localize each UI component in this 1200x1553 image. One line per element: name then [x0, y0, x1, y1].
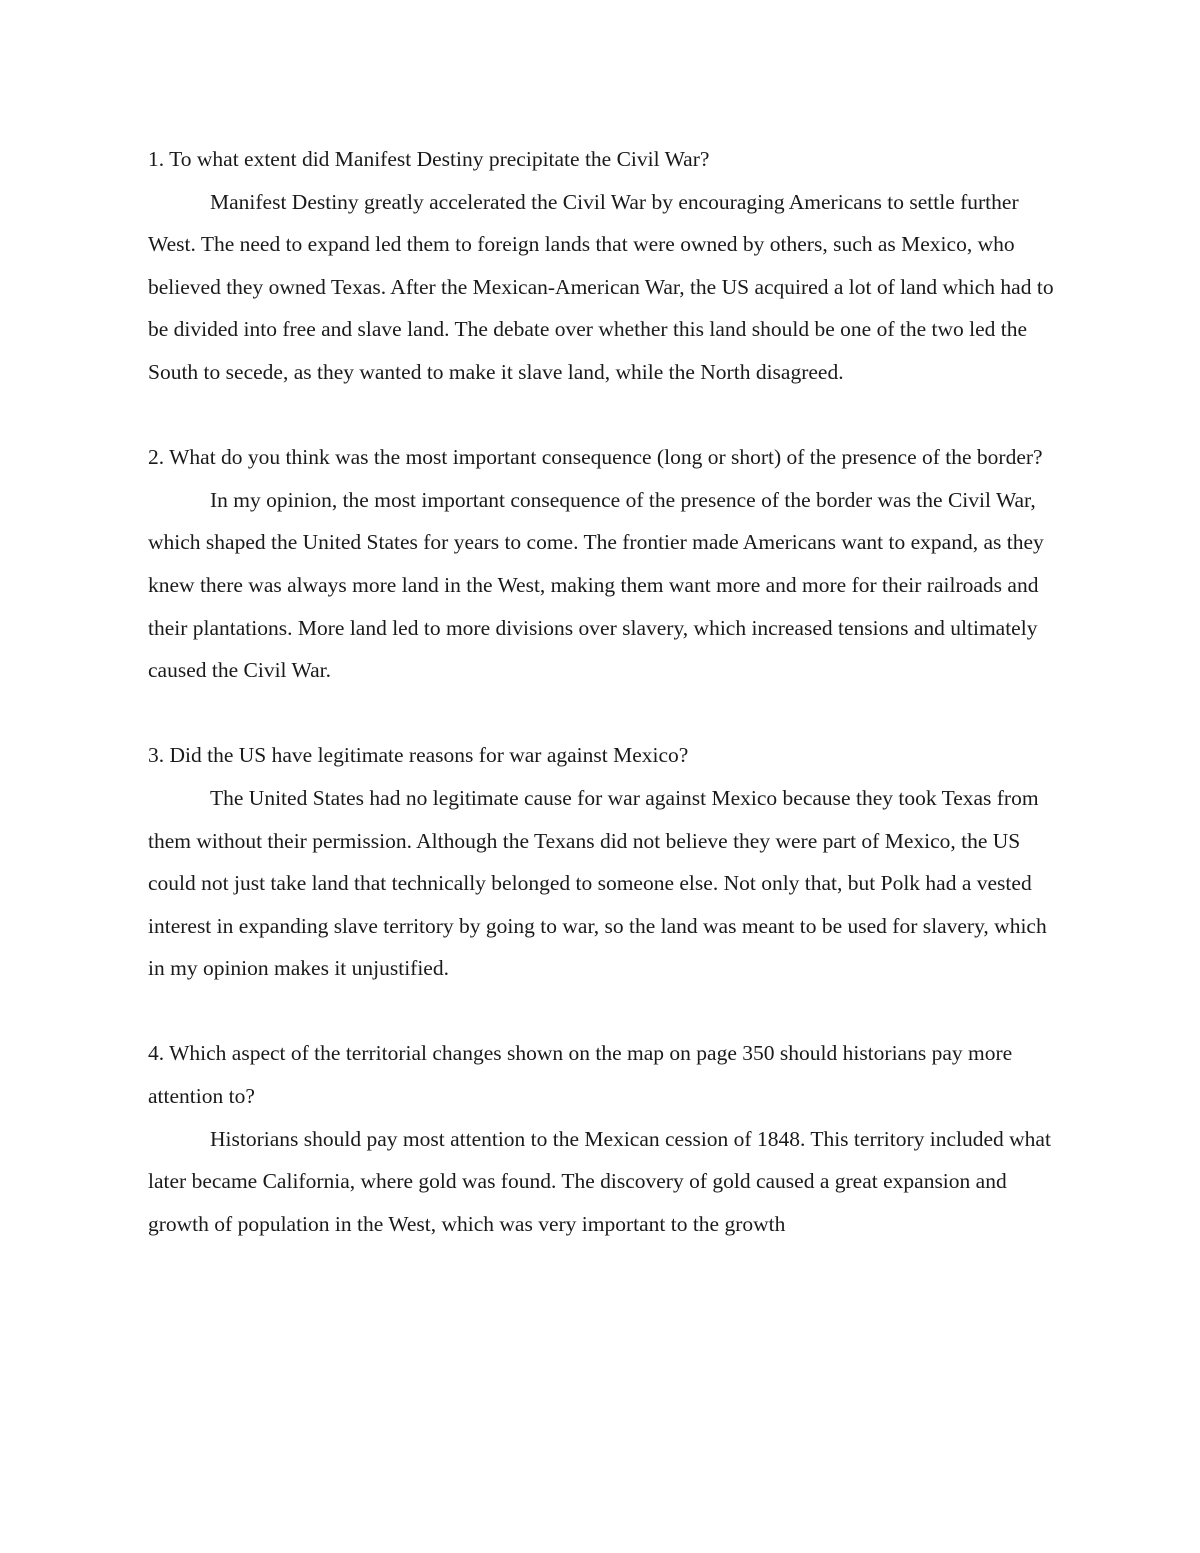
question-3: 3. Did the US have legitimate reasons for war against Mexico? — [148, 743, 689, 768]
answer-2: In my opinion, the most important consequence of the presence of the border was the Civil War, which shaped the United States for years to come. The frontier made Americans want to expand, as they knew there was always more land in the West, making them want more and more for their railroads and their plantations. More land led to more divisions over slavery, which increased tensions and ultimately caused the Civil War. — [148, 487, 1044, 683]
question-2: 2. What do you think was the most important consequence (long or short) of the presence of the border? — [148, 445, 1043, 470]
question-1: 1. To what extent did Manifest Destiny precipitate the Civil War? — [148, 147, 710, 171]
qa-section-4 — [148, 1032, 1060, 1245]
qa-section-3 — [148, 734, 1060, 990]
qa-section-2 — [148, 436, 1060, 692]
qa-section-1 — [148, 138, 1060, 394]
answer-4: Historians should pay most attention to the Mexican cession of 1848. This territory included what later became California, where gold was found. The discovery of gold caused a great expansion and growth of population in the West, which was very important to the growth — [148, 1126, 1051, 1236]
answer-1: Manifest Destiny greatly accelerated the Civil War by encouraging Americans to settle further West. The need to expand led them to foreign lands that were owned by others, such as Mexico, who believed they owned Texas. After the Mexican-American War, the US acquired a lot of land which had to be divided into free and slave land. The debate over whether this land should be one of the two led the South to secede, as they wanted to make it slave land, while the North disagreed. — [148, 189, 1054, 384]
answer-3: The United States had no legitimate cause for war against Mexico because they took Texas from them without their permission. Although the Texans did not believe they were part of Mexico, the US could not just take land that technically belonged to someone else. Not only that, but Polk had a vested interest in expanding slave territory by going to war, so the land was meant to be used for slavery, which in my opinion makes it unjustified. — [148, 785, 1047, 981]
document-body — [148, 138, 1060, 1288]
question-4: 4. Which aspect of the territorial changes shown on the map on page 350 should historians pay more attention to? — [148, 1041, 1013, 1109]
